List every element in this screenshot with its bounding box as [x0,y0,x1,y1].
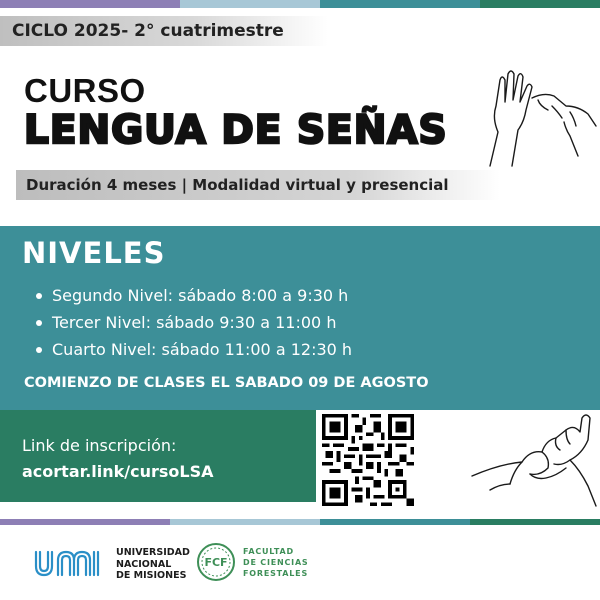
list-item: Tercer Nivel: sábado 9:30 a 11:00 h [36,309,352,336]
duracion-banner [16,170,500,200]
bullet-icon [36,293,42,299]
fcf-logo-icon [196,542,236,582]
niveles-list [36,282,352,363]
inscripcion-link[interactable]: acortar.link/cursoLSA [22,462,214,481]
sign-language-hands-icon [470,410,600,510]
unam-name: UNIVERSIDAD NACIONAL DE MISIONES [116,547,190,581]
unam-logo-icon [34,548,106,578]
list-item: Segundo Nivel: sábado 8:00 a 9:30 h [36,282,352,309]
fcf-mark: FCF [204,556,228,569]
top-color-strip [0,0,600,8]
niveles-section [0,226,600,410]
comienzo-text: COMIENZO DE CLASES EL SABADO 09 DE AGOSTO [24,375,429,391]
list-item: Cuarto Nivel: sábado 11:00 a 12:30 h [36,336,352,363]
bullet-icon [36,347,42,353]
niveles-title: NIVELES [22,236,166,270]
bullet-icon [36,320,42,326]
qr-code-icon[interactable] [322,414,414,506]
inscripcion-section [0,410,316,502]
fcf-name: FACULTAD DE CIENCIAS FORESTALES [243,547,309,578]
sign-language-hands-icon [478,66,598,170]
ciclo-text: CICLO 2025- 2° cuatrimestre [12,21,284,41]
bottom-color-strip [0,519,600,525]
curso-label: CURSO [24,72,146,109]
course-title: LENGUA DE SEÑAS [24,108,448,153]
duracion-text: Duración 4 meses | Modalidad virtual y presencial [26,176,449,194]
inscripcion-label: Link de inscripción: [22,436,177,455]
ciclo-banner [0,16,328,46]
